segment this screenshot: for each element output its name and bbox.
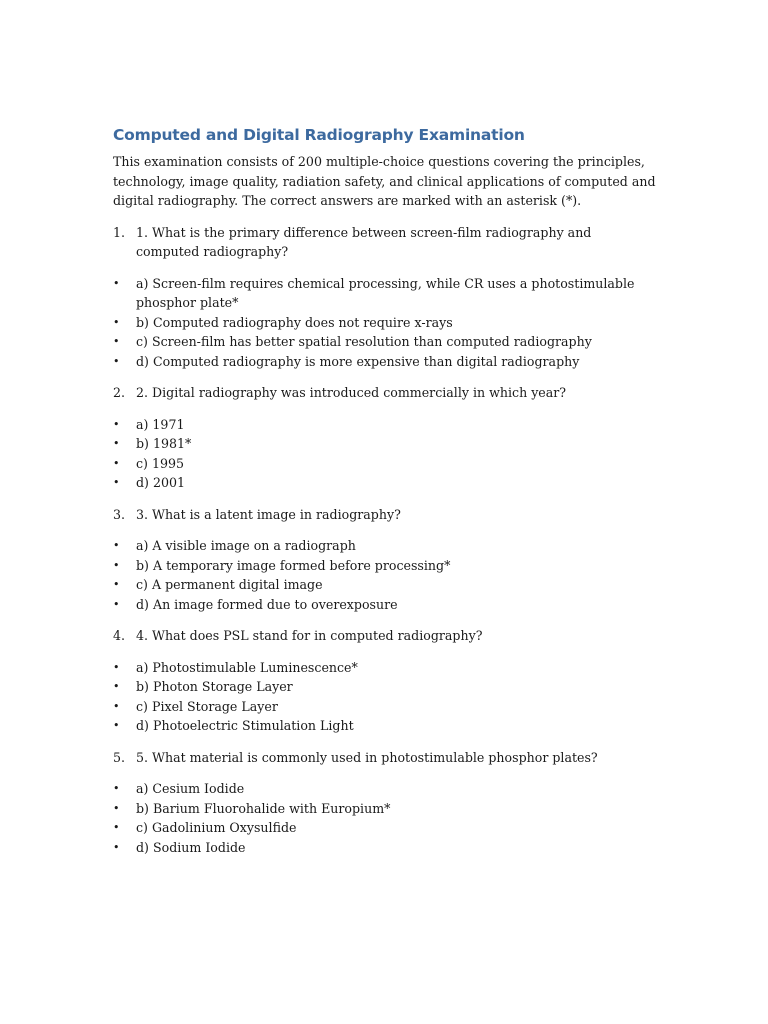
answer-option [113, 332, 658, 352]
bullet-icon: • [113, 315, 120, 329]
answer-option [113, 799, 658, 819]
bullet-icon: • [113, 558, 120, 572]
bullet-icon: • [113, 840, 120, 854]
intro-paragraph: This examination consists of 200 multiple-choice questions covering the principles, technology, image quality, radiation safety, and clinical applications of computed and digital radiography. The correct answers are marked with an asterisk (*). [113, 154, 656, 208]
question-number: 1. [113, 224, 126, 240]
answer-text: b) 1981* [136, 436, 192, 451]
bullet-icon: • [113, 437, 120, 450]
answer-text: a) Photostimulable Luminescence* [136, 659, 358, 675]
question [113, 626, 658, 646]
question-number: 2. [113, 385, 126, 400]
answer-option [113, 473, 658, 493]
bullet-icon: • [113, 354, 120, 368]
bullet-icon: • [113, 335, 120, 348]
answer-text: d) Computed radiography is more expensive than digital radiography [136, 353, 580, 369]
question-number: 3. [113, 506, 126, 522]
question-number: 4. [113, 628, 126, 643]
answer-text: c) Pixel Storage Layer [136, 698, 278, 714]
bullet-icon: • [113, 597, 120, 611]
answer-text: c) Gadolinium Oxysulfide [136, 820, 297, 835]
question-text: 2. Digital radiography was introduced commercially in which year? [136, 385, 567, 400]
answer-text: c) 1995 [136, 455, 185, 471]
answer-option [113, 352, 658, 372]
bullet-icon: • [113, 821, 120, 834]
answer-option [113, 818, 658, 838]
bullet-icon: • [113, 699, 120, 713]
answer-option [113, 716, 658, 736]
bullet-icon: • [113, 417, 120, 431]
question [113, 505, 658, 525]
answer-text: a) Cesium Iodide [136, 781, 245, 796]
answer-options [113, 415, 658, 493]
answer-text: d) An image formed due to overexposure [136, 596, 398, 612]
answer-text: c) A permanent digital image [136, 577, 323, 592]
answer-text: b) Barium Fluorohalide with Europium* [136, 800, 391, 816]
answer-option [113, 779, 658, 799]
answer-text: a) 1971 [136, 416, 185, 432]
answer-option [113, 536, 658, 556]
answer-options [113, 779, 658, 857]
answer-options [113, 274, 658, 372]
answer-option [113, 556, 658, 576]
bullet-icon: • [113, 539, 120, 552]
bullet-icon: • [113, 476, 120, 489]
answer-text: d) 2001 [136, 475, 186, 490]
question-text: 4. What does PSL stand for in computed radiography? [136, 628, 483, 643]
answer-option [113, 658, 658, 678]
bullet-icon: • [113, 680, 120, 693]
bullet-icon: • [113, 782, 120, 795]
answer-option [113, 415, 658, 435]
answer-option [113, 434, 658, 454]
question-text: 3. What is a latent image in radiography? [136, 506, 401, 522]
bullet-icon: • [113, 719, 120, 732]
document-page [113, 124, 658, 869]
answer-text: d) Photoelectric Stimulation Light [136, 718, 354, 733]
answer-option [113, 274, 658, 313]
question [113, 748, 658, 768]
answer-option [113, 313, 658, 333]
answer-option [113, 595, 658, 615]
answer-text: a) A visible image on a radiograph [136, 538, 356, 553]
answer-text: c) Screen-film has better spatial resolution than computed radiography [136, 334, 592, 349]
bullet-icon: • [113, 660, 120, 674]
question-text: 5. What material is commonly used in photostimulable phosphor plates? [136, 749, 598, 765]
answer-text: a) Screen-film requires chemical processing, while CR uses a photostimulable phosphor plate* [136, 275, 635, 310]
bullet-icon: • [113, 276, 120, 290]
bullet-icon: • [113, 456, 120, 470]
answer-option [113, 697, 658, 717]
answer-text: b) Photon Storage Layer [136, 679, 293, 694]
question-text: 1. What is the primary difference between screen-film radiography and computed radiography? [136, 224, 592, 259]
question [113, 223, 658, 262]
question [113, 383, 658, 403]
answer-option [113, 838, 658, 858]
answer-text: b) A temporary image formed before processing* [136, 557, 451, 573]
document-title: Computed and Digital Radiography Examination [113, 126, 525, 144]
bullet-icon: • [113, 801, 120, 815]
answer-option [113, 575, 658, 595]
answer-text: b) Computed radiography does not require x-rays [136, 314, 453, 330]
bullet-icon: • [113, 578, 120, 591]
answer-text: d) Sodium Iodide [136, 839, 246, 855]
answer-options [113, 658, 658, 736]
answer-option [113, 677, 658, 697]
answer-option [113, 454, 658, 474]
answer-options [113, 536, 658, 614]
question-number: 5. [113, 749, 126, 765]
